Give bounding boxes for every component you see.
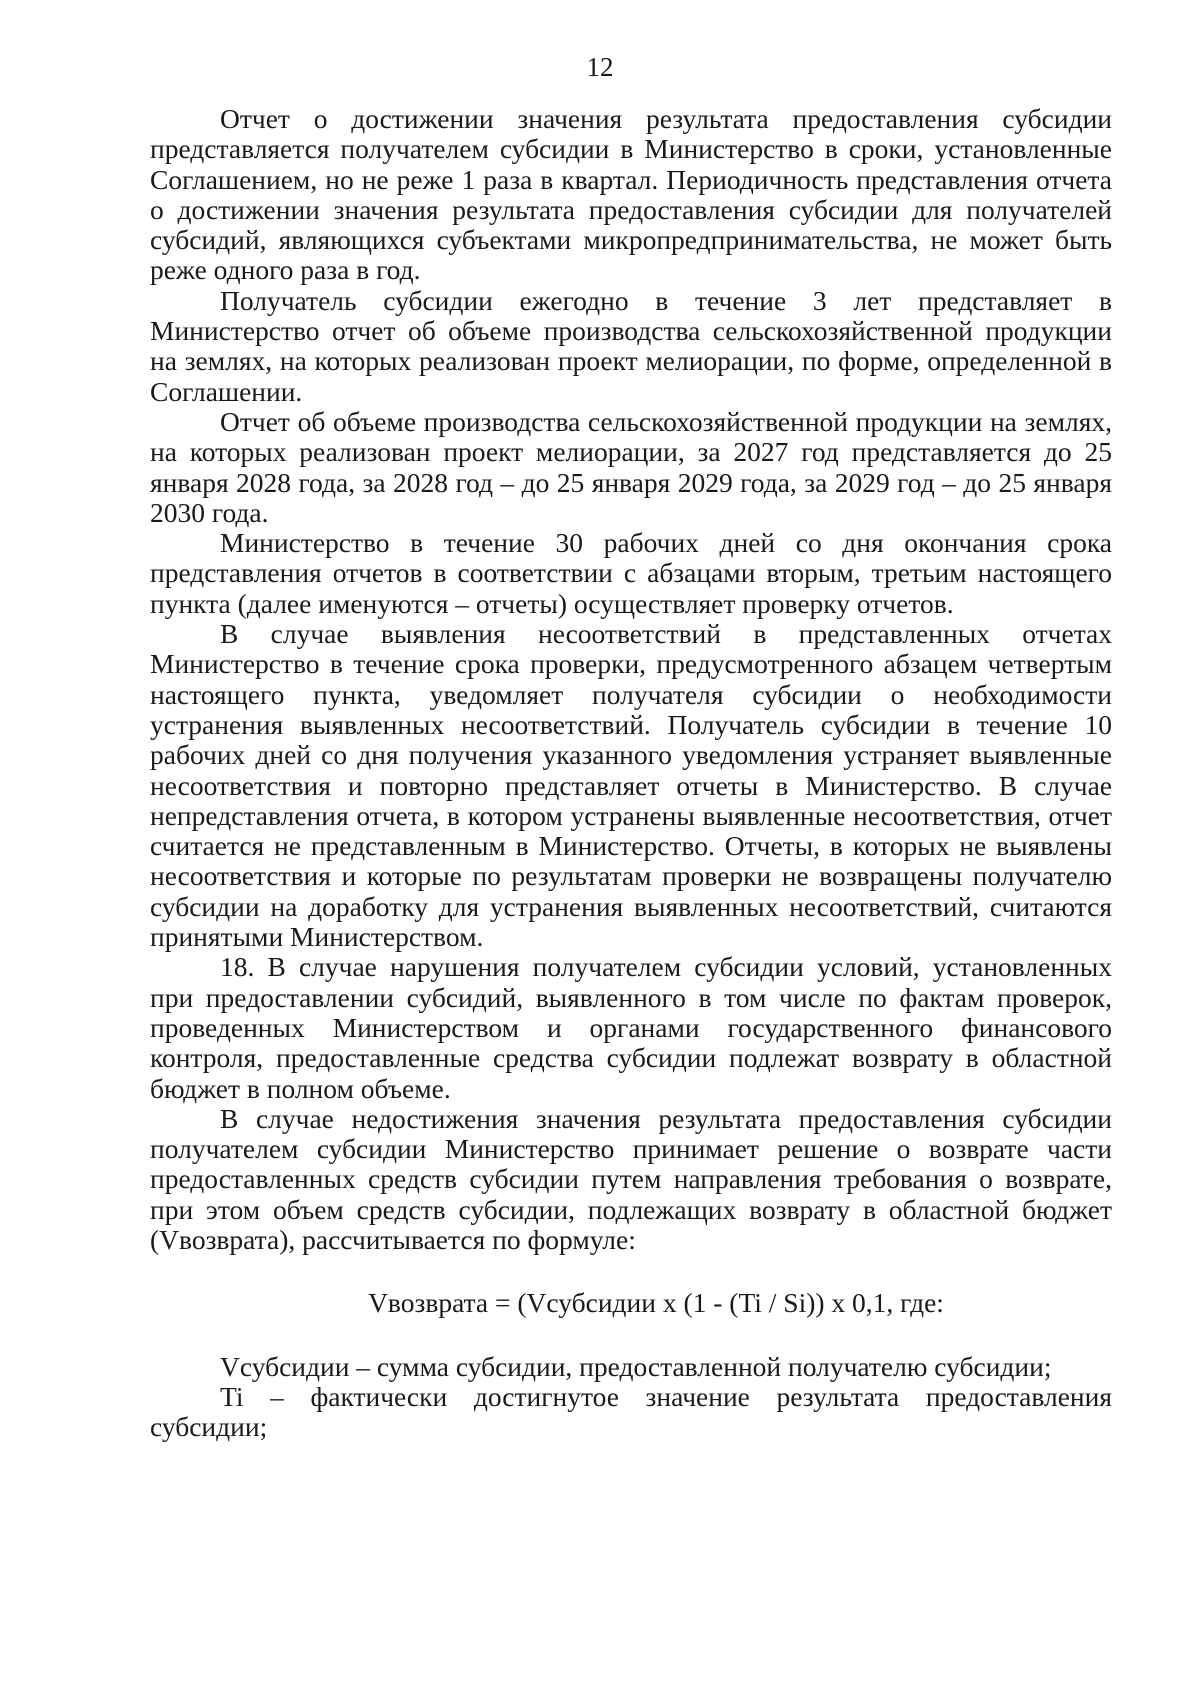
- paragraph-ministry-review: Министерство в течение 30 рабочих дней со дня окончания срока представления отчетов в соответствии с абзацами вторым, третьим настоящего пункта (далее именуются – отчеты) осуществляет проверку отчетов.: [150, 527, 1112, 619]
- paragraph-annual-production-report: Получатель субсидии ежегодно в течение 3 лет представляет в Министерство отчет об объеме производства сельскохозяйственной продукции на землях, на которых реализован проект мелиорации, по форме, определенной в Соглашении.: [150, 284, 1112, 407]
- document-body: [150, 104, 1112, 1442]
- paragraph-report-deadlines: Отчет об объеме производства сельскохозяйственной продукции на землях, на которых реализован проект мелиорации, за 2027 год представляется до 25 января 2028 года, за 2028 год – до 25 января 2029 года, за 2029 год – до 25 января 2030 года.: [150, 405, 1112, 528]
- definition-v-subsidy: Vсубсидии – сумма субсидии, предоставленной получателю субсидии;: [220, 1350, 1052, 1382]
- definition-ti: Ti – фактически достигнутое значение результата предоставления субсидии;: [150, 1380, 1112, 1443]
- return-formula: Vвозврата = (Vсубсидии x (1 - (Ti / Si)) x 0,1, где:: [368, 1287, 944, 1319]
- paragraph-partial-return: В случае недостижения значения результата предоставления субсидии получателем субсидии Министерство принимает решение о возврате части предоставленных средств субсидии путем направления требования о возврате, при этом объем средств субсидии, подлежащих возврату в областной бюджет (Vвозврата), рассчитывается по формуле:: [150, 1102, 1112, 1255]
- paragraph-section-18: 18. В случае нарушения получателем субсидии условий, установленных при предоставлении субсидий, выявленного в том числе по фактам проверок, проведенных Министерством и органами государственного финансового контроля, предоставленные средства субсидии подлежат возврату в областной бюджет в полном объеме.: [150, 951, 1112, 1104]
- paragraph-report-achievement: Отчет о достижении значения результата предоставления субсидии представляется получателем субсидии в Министерство в сроки, установленные Соглашением, но не реже 1 раза в квартал. Периодичность представления отчета о достижении значения результата предоставления субсидии для получателей субсидий, являющихся субъектами микропредпринимательства, не может быть реже одного раза в год.: [150, 103, 1112, 286]
- paragraph-discrepancies: В случае выявления несоответствий в представленных отчетах Министерство в течение срока проверки, предусмотренного абзацем четвертым настоящего пункта, уведомляет получателя субсидии о необходимости устранения выявленных несоответствий. Получатель субсидии в течение 10 рабочих дней со дня получения указанного уведомления устраняет выявленные несоответствия и повторно представляет отчеты в Министерство. В случае непредставления отчета, в котором устранены выявленные несоответствия, отчет считается не представленным в Министерство. Отчеты, в которых не выявлены несоответствия и которые по результатам проверки не возвращены получателю субсидии на доработку для устранения выявленных несоответствий, считаются принятыми Министерством.: [150, 618, 1112, 953]
- page-number: 12: [586, 52, 614, 82]
